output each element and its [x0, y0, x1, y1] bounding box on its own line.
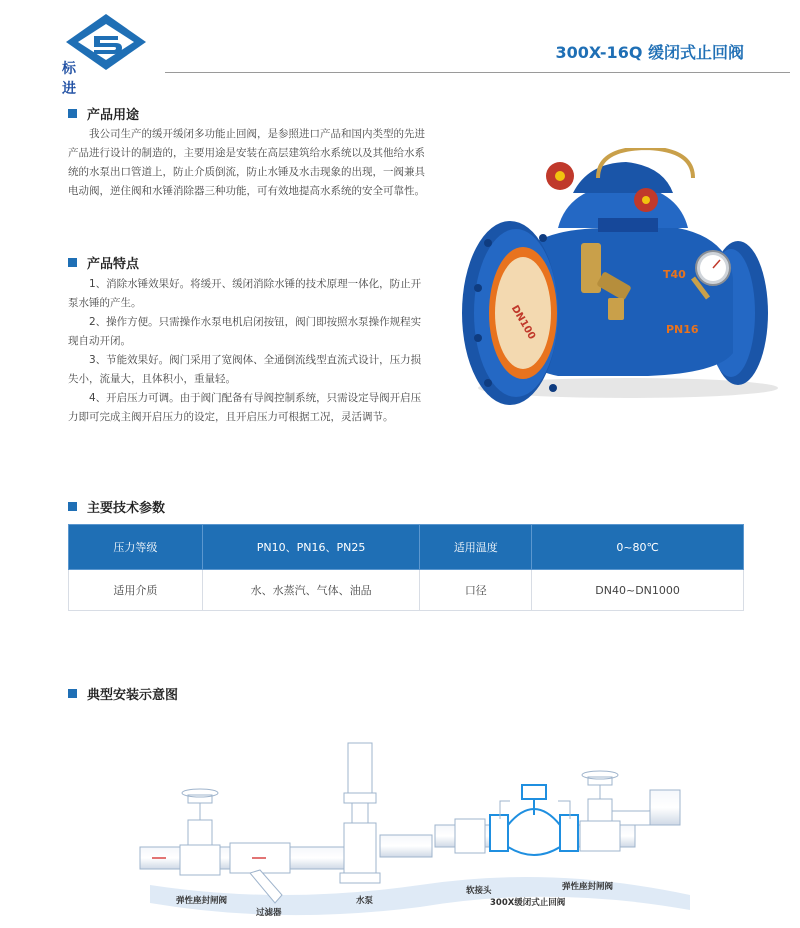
feature-item: 3、节能效果好。阀门采用了宽阀体、全通倒流线型直流式设计，压力损失小，流量大，且体积小，重量轻。	[68, 354, 422, 385]
table-row	[69, 570, 744, 611]
label-pump: 水泵	[356, 896, 374, 906]
square-bullet-icon	[68, 689, 77, 698]
page-title: 300X-16Q 缓闭式止回阀	[555, 43, 744, 62]
square-bullet-icon	[68, 502, 77, 511]
table-cell: 适用温度	[420, 525, 532, 570]
feature-item: 2、操作方便。只需操作水泵电机启闭按钮，阀门即按照水泵操作规程实现自动开闭。	[68, 316, 422, 347]
usage-text	[68, 125, 428, 201]
usage-paragraph: 我公司生产的缓开缓闭多功能止回阀，是参照进口产品和国内类型的先进产品进行设计的制造的，主要用途是安装在高层建筑给水系统以及其他给水系统的水泵出口管道上，防止介质倒流，防止水锤及水击现象的出现，一阀兼具电动阀，逆住阀和水锤消除器三种功能，可有效地提高水系统的安全可靠性。	[68, 128, 425, 197]
table-cell: 口径	[420, 570, 532, 611]
feature-item: 1、消除水锤效果好。将缓开、缓闭消除水锤的技术原理一体化，防止开泵水锤的产生。	[68, 278, 422, 309]
section-specs-heading	[68, 497, 165, 516]
spec-table	[68, 524, 744, 611]
section-features-heading	[68, 253, 139, 272]
table-cell: 适用介质	[69, 570, 203, 611]
square-bullet-icon	[68, 109, 77, 118]
label-gate-valve-right: 弹性座封闸阀	[562, 882, 614, 892]
feature-item: 4、开启压力可调。由于阀门配备有导阀控制系统，只需设定导阀开启压力即可完成主阀开启压力的设定，且开启压力可根据工况，灵活调节。	[68, 392, 422, 423]
table-cell: 压力等级	[69, 525, 203, 570]
table-cell: 水、水蒸汽、气体、油品	[202, 570, 420, 611]
section-title: 典型安装示意图	[87, 688, 179, 703]
table-cell: PN10、PN16、PN25	[202, 525, 420, 570]
label-check-valve: 300X缓闭式止回阀	[490, 898, 566, 908]
features-text	[68, 275, 428, 427]
section-title: 主要技术参数	[87, 501, 166, 516]
section-title: 产品特点	[87, 257, 140, 272]
brand-name: 标 进	[62, 61, 94, 97]
square-bullet-icon	[68, 258, 77, 267]
label-gate-valve-left: 弹性座封闸阀	[176, 896, 228, 906]
valve-marking-t: T40	[663, 268, 686, 281]
valve-marking-pn: PN16	[666, 323, 699, 336]
valve-marking-dn: DN100	[508, 303, 538, 342]
section-title: 产品用途	[87, 108, 140, 123]
valve-product-image	[448, 148, 790, 406]
label-soft-joint: 软接头	[466, 886, 492, 896]
table-cell: 0~80℃	[532, 525, 744, 570]
header-rule	[165, 72, 790, 73]
section-usage-heading	[68, 104, 139, 123]
section-install-heading	[68, 684, 178, 703]
table-cell: DN40~DN1000	[532, 570, 744, 611]
table-row	[69, 525, 744, 570]
label-filter: 过滤器	[256, 908, 282, 918]
